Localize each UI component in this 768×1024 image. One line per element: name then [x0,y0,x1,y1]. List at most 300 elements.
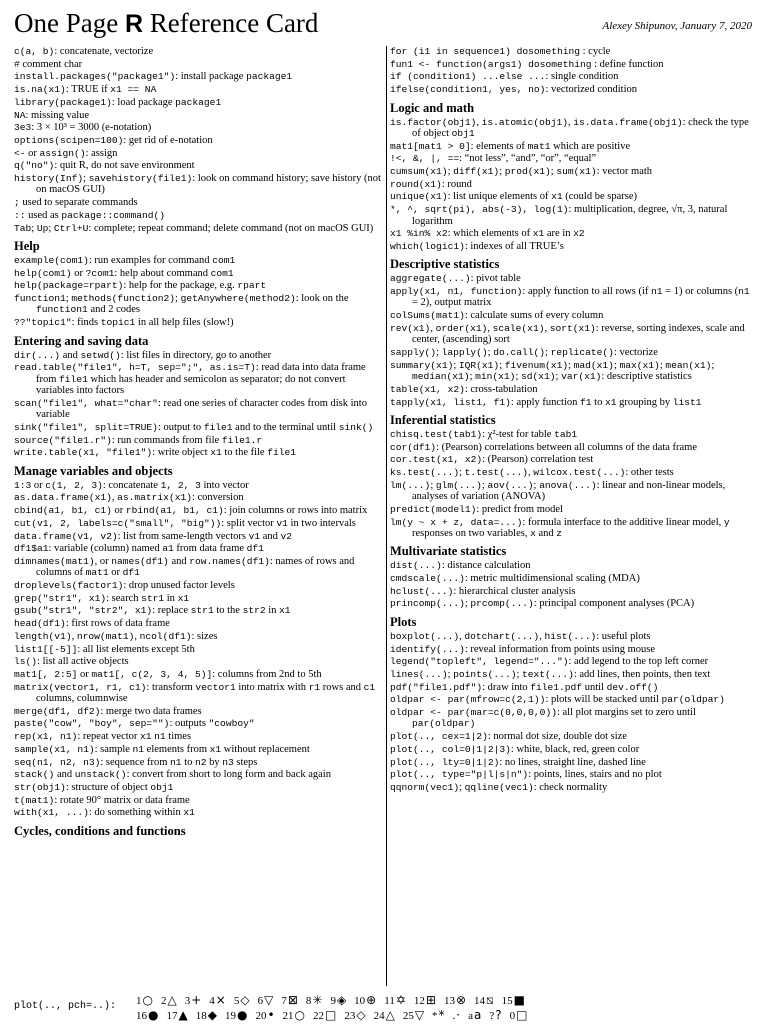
pch-symbol-icon: ○ [294,1008,305,1022]
desc-text: : cycle [580,46,611,57]
entry [14,531,382,542]
desc-text: : 3 × 10³ = 3000 (e-notation) [31,122,152,134]
entry [390,323,754,346]
code-text: ?com1 [85,267,115,279]
entry [14,148,382,159]
desc-text: : output to [157,421,204,433]
pch-item [453,1008,461,1022]
desc-text: ; [453,359,459,371]
code-text: par(oldpar) [412,718,476,730]
desc-text: : other tests [625,467,674,479]
entry [14,398,382,421]
code-text: options(scipen=100) [14,134,124,146]
code-text: com1 [210,267,234,279]
entry [390,744,754,755]
code-text: x1 [604,396,617,408]
entry [390,310,754,321]
pch-number: 2 [160,995,167,1007]
code-text: identify(...) [390,643,465,655]
desc-text: steps [233,756,258,768]
pch-item [136,993,153,1007]
code-text: if (condition1) ...else ... [390,71,546,83]
pch-symbol-icon: △ [167,993,177,1007]
entry [14,580,382,591]
desc-text: : indexes of all TRUE’s [464,240,564,252]
entry [390,286,754,309]
code-text: mean(x1) [665,359,712,371]
entry [14,160,382,171]
code-text: topic1 [100,317,136,329]
code-text: assign() [39,147,86,159]
entry [390,480,754,503]
pch-symbol-icon: * [438,1008,445,1022]
desc-text: : search [106,592,142,604]
entry [390,71,754,82]
entry [14,317,382,328]
code-text: str1 [141,592,165,604]
desc-text: : linear and non-linear models, analyses of variation (ANOVA) [412,479,726,503]
entry [14,492,382,503]
pch-symbol-icon: a [474,1008,482,1022]
code-text: Ctrl+U [53,222,89,234]
entry [390,656,754,667]
code-text: 1, 2, 3 [160,479,201,491]
code-text: wilcox.test(...) [533,467,626,479]
entry [14,435,382,446]
code-text: rep(x1, n1) [14,731,78,743]
entry [14,505,382,516]
entry [14,350,382,361]
code-text: row.names(df1) [189,555,270,567]
desc-text: ; [487,346,494,358]
code-text: as.data.frame(x1) [14,492,112,504]
desc-text: and to the terminal until [232,421,339,433]
desc-text: or [31,479,46,491]
entry [14,618,382,629]
entry [14,731,382,742]
entry [390,586,754,597]
code-text: legend("topleft", legend="...") [390,656,569,668]
pch-symbol-icon: ◇ [240,993,250,1007]
pch-number: 16 [136,1010,147,1022]
entry [390,694,754,705]
desc-text: : look on command history; save history (not on macOS GUI) [36,173,381,196]
pch-number: a [468,1010,474,1022]
entry [14,605,382,616]
desc-text: : help for the package, e.g. [123,280,238,292]
code-text: var(x1) [561,371,602,383]
desc-text: : all plot margins set to zero until [556,707,696,719]
pch-number: 23 [344,1010,356,1022]
desc-text: : write object [152,447,211,459]
code-text: df1$a1 [14,543,49,555]
pch-item [283,1008,305,1022]
desc-text: ; [48,222,54,234]
desc-text: : repeat vector [77,731,141,743]
pch-number: 22 [313,1010,324,1022]
entry [14,718,382,729]
entry [14,255,382,266]
code-text: package1 [246,71,293,83]
code-text: n1 [132,743,145,755]
code-text: prcomp(...) [470,598,534,610]
desc-text: ; [464,598,471,610]
desc-text: : elements of [470,140,528,152]
desc-text: , [539,630,545,642]
pch-number: * [432,1010,438,1022]
desc-text: : useful plots [596,630,651,642]
desc-text: ; [533,479,540,491]
desc-text: comment char [19,58,83,70]
desc-text: : get rid of e-notation [123,134,213,146]
pch-symbol-icon: ● [148,1008,159,1022]
pch-number: 1 [136,995,142,1007]
code-text: oldpar <- par(mar=c(0,0,0,0)) [390,707,557,719]
pch-item [166,1008,187,1022]
code-text: n3 [222,756,234,768]
code-text: hclust(...) [390,585,454,597]
section-heading: Plots [390,614,417,629]
entry [14,173,382,196]
entry [14,46,382,57]
code-text: c1 [363,681,376,693]
code-text: r1 [308,681,321,693]
code-text: str(obj1) [14,782,66,793]
entry [14,682,382,705]
entry [14,84,382,95]
pch-number: 12 [413,995,425,1007]
code-text: x1 [279,605,291,617]
code-text: mad(x1) [573,359,614,371]
code-text: tab1 [554,428,578,440]
pch-item [209,993,226,1007]
entry [390,84,754,95]
code-text: x1 [177,592,190,604]
desc-text: and [168,555,190,567]
code-text: dev.off() [606,681,659,693]
desc-text: : check the type of object [412,116,749,139]
code-text: example(com1) [14,254,89,266]
section-heading: Descriptive statistics [390,257,500,272]
code-text: names(df1) [111,555,169,567]
desc-text: : columns from 2nd to 5th [212,668,322,680]
code-text: length(v1) [14,630,72,642]
code-text: lm(...) [390,479,431,491]
pch-item [258,993,274,1007]
code-text: mat1 [85,567,109,579]
desc-text: used to separate commands [19,197,138,209]
code-text: gsub("str1", "str2", x1) [14,605,153,617]
pch-item [489,1008,501,1022]
code-text: file1 [59,373,88,385]
desc-text: : hierarchical cluster analysis [453,585,576,597]
desc-text: : (Pearson) correlation test [482,454,594,466]
desc-text: : TRUE if [65,84,111,96]
code-text: cor.test(x1, x2) [390,454,483,466]
entry [14,593,382,604]
code-text: read.table("file1", h=T, sep=";", as.is=T) [14,362,256,374]
pch-item [185,993,202,1007]
code-text: fun1 <- function(args1) dosomething [390,58,592,70]
desc-text: : formula interface to the additive linear model, [522,516,724,528]
code-text: sink() [338,421,374,433]
code-text: history(Inf) [14,173,84,185]
code-text: y [723,516,730,528]
left-column [14,46,382,986]
desc-text: : list all active objects [37,656,129,668]
code-text: write.table(x1, "file1") [14,447,153,459]
code-text: str1 [190,605,214,617]
pch-item [403,1008,424,1022]
pch-number: 17 [166,1010,178,1022]
entry [14,97,382,108]
desc-text: in [164,592,178,604]
code-text: tapply(x1, list1, f1) [390,396,511,408]
code-text: seq(n1, n2, n3) [14,756,101,768]
pch-number: 0 [509,1010,516,1022]
section-heading: Cycles, conditions and functions [14,823,186,838]
desc-text: : round [441,178,472,190]
desc-text: ; [83,173,89,185]
desc-text: : predict from model [476,503,563,515]
pch-label: plot(.., pch=..): [14,1001,117,1012]
code-text: x1 [210,447,222,459]
code-text: ls() [14,656,38,668]
desc-text: : vectorize [613,346,658,358]
entry [14,807,382,818]
pch-number: 21 [282,1010,294,1022]
code-text: "cowboy" [208,718,255,730]
desc-text: : white, black, red, green color [510,743,640,755]
desc-text: : load package [111,96,176,108]
desc-text: into vector [200,479,249,491]
entry [390,397,754,408]
entry [14,210,382,221]
entry [390,782,754,793]
code-text: x [530,527,536,539]
code-text: pdf("file1.pdf") [390,681,483,693]
pch-symbol-icon: ⊞ [425,993,436,1007]
desc-text: : reveal information from points using mouse [464,643,655,655]
code-text: getAnywhere(method2) [180,293,296,305]
code-text: install.packages("package1") [14,71,176,83]
code-text: n1 [738,286,750,298]
desc-text: : convert from short to long form and back again [126,769,331,781]
pch-number: 5 [233,995,240,1007]
code-text: nrow(mat1) [76,630,135,642]
pch-item [374,1008,395,1022]
desc-text: : apply function to all rows (if [522,286,652,298]
pch-item [255,1008,274,1022]
desc-text: : replace [152,605,191,617]
code-text: x1 [183,807,195,819]
desc-text: , [487,322,493,334]
desc-text: ; [436,346,442,358]
entry [390,241,754,252]
pch-symbol-icon: ✡ [395,993,406,1007]
desc-text: : first rows of data frame [65,618,170,630]
pch-item [510,1008,528,1022]
pch-row-1 [136,993,533,1007]
desc-text: by [206,756,223,768]
code-text: dist(...) [390,560,442,572]
entry [390,429,754,440]
section-heading: Multivariate statistics [390,544,507,559]
code-text: package1 [175,96,222,108]
desc-text: : define function [591,58,664,70]
code-text: apply(x1, n1, function) [390,286,523,298]
code-text: file1 [203,421,233,433]
code-text: is.na(x1) [14,84,66,96]
desc-text: without replacement [221,743,310,755]
code-text: function1 [36,304,88,316]
desc-text: or [108,567,123,579]
code-text: x1 [209,743,222,755]
pch-item [234,993,250,1007]
code-text: mat1[, c(2, 3, 4, 5)] [91,668,213,680]
page-title [14,6,318,41]
code-text: chisq.test(tab1) [390,428,483,440]
desc-text: : single condition [545,71,619,83]
desc-text: : merge two data frames [100,705,202,717]
desc-text: ; [659,359,666,371]
code-text: Tab [14,222,32,234]
code-text: order(x1) [435,322,488,334]
pch-item [432,1008,445,1022]
code-text: cut(v1, 2, labels=c("small", "big")) [14,517,222,529]
section-heading: Logic and math [390,100,475,115]
pch-symbol-icon: ■ [513,993,525,1007]
code-text: *, ^, sqrt(pi), abs(-3), log(1) [390,204,569,216]
code-text: grep("str1", x1) [14,592,107,604]
code-text: methods(function2) [71,293,176,305]
desc-text: , [567,116,574,128]
desc-text: ; [613,359,620,371]
pch-item [330,993,346,1007]
desc-text: : add lines, then points, then text [573,668,711,680]
desc-text: or [77,668,92,680]
desc-text: , [71,630,77,642]
desc-text: : split vector [221,517,277,529]
code-text: summary(x1) [390,359,454,371]
pch-number: . [452,1010,456,1022]
desc-text: : install package [175,71,247,83]
code-text: x1 %in% x2 [390,228,448,240]
code-text: ks.test(...) [390,467,460,479]
desc-text: to the file [221,447,268,459]
pch-number: 14 [474,995,486,1007]
pch-number: 15 [501,995,513,1007]
entry [14,122,382,133]
desc-text: : run examples for command [88,254,213,266]
desc-text: : vector math [596,166,653,178]
desc-text: , [544,322,550,334]
entry [14,782,382,793]
pch-number: 6 [257,995,264,1007]
code-text: for (i1 in sequence1) dosomething [390,46,580,57]
desc-text: : no lines, straight line, dashed line [499,756,646,768]
entry [390,669,754,680]
pch-number: 20 [255,1010,267,1022]
entry [390,153,754,164]
desc-text: ; [469,371,476,383]
desc-text: and [260,530,281,542]
code-text: n2 [194,756,207,768]
title-r-logo: R [124,10,144,38]
desc-text: ; [430,479,436,491]
code-text: t.test(...) [464,467,528,479]
desc-text: : normal dot size, double dot size [487,731,627,743]
desc-text: responses on two variables, [412,527,531,539]
pch-number: 3 [184,995,191,1007]
entry [390,454,754,465]
code-text: as.matrix(x1) [117,492,192,504]
code-text: z [556,527,563,539]
code-text: anova(...) [539,479,597,491]
code-text: table(x1, x2) [390,383,465,395]
code-text: x1 [551,191,563,203]
desc-text: times [165,731,192,743]
code-text: unique(x1) [390,191,448,203]
entry [390,347,754,358]
desc-text: and 2 codes [87,304,141,316]
code-text: head(df1) [14,618,66,630]
desc-text: elements from [144,743,210,755]
entry [390,644,754,655]
column-divider [386,46,387,986]
pch-item [502,993,525,1007]
entry [390,204,754,227]
pch-symbol-icon: ◇ [356,1008,366,1022]
entry [14,135,382,146]
pch-symbol-icon: • [267,1008,275,1022]
code-text: package::command() [61,209,166,221]
code-text: predict(model1) [390,503,477,515]
code-text: df1 [246,543,264,555]
code-text: median(x1) [412,371,470,383]
entry [390,228,754,239]
desc-text: : transform [146,681,196,693]
entry [390,631,754,642]
desc-text: : metric multidimensional scaling (MDA) [464,573,640,585]
pch-item [136,1008,158,1022]
desc-text: : draw into [482,681,531,693]
desc-text: : outputs [169,718,209,730]
entry [390,598,754,609]
code-text: ncol(df1) [139,630,192,642]
entry [14,769,382,780]
code-text: stack() [14,769,55,781]
desc-text: = 1) or columns ( [662,286,739,298]
entry [14,656,382,667]
entry [390,191,754,202]
entry [390,442,754,453]
entry [14,480,382,491]
code-text: merge(df1, df2) [14,705,101,717]
pch-symbol-icon: + [191,993,202,1007]
pch-symbol-icon: ⊠ [287,993,298,1007]
code-text: plot(.., lty=0|1|2) [390,756,500,768]
desc-text: : χ²-test for table [482,428,555,440]
code-text: # [14,58,20,70]
code-text: ; [14,197,20,209]
code-text: sort(x1) [549,322,596,334]
desc-text: : vectorized condition [545,84,638,96]
code-text: prod(x1) [504,166,551,178]
desc-text: : sizes [191,630,218,642]
desc-text: : distance calculation [441,560,531,572]
desc-text: : check normality [533,782,608,793]
